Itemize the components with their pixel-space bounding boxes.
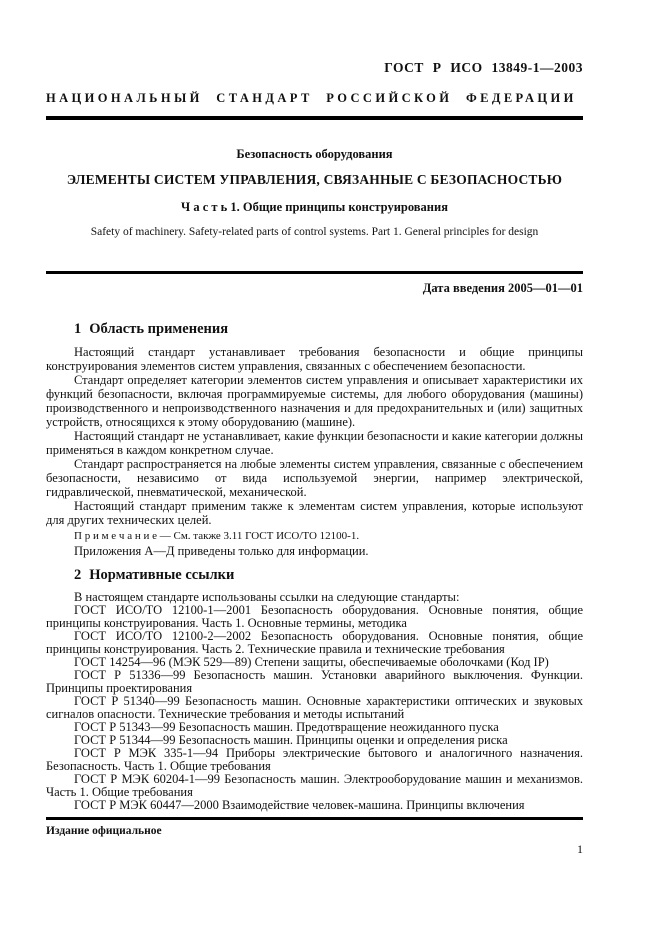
document-part-title: Ч а с т ь 1. Общие принципы конструирования <box>181 200 448 214</box>
section-1-title: Область применения <box>89 321 229 337</box>
title-divider-rule <box>46 271 583 274</box>
reference-entry: ГОСТ 14254—96 (МЭК 529—89) Степени защиты, обеспечиваемые оболочками (Код IP) <box>74 655 549 669</box>
document-title-english: Safety of machinery. Safety-related parts of control systems. Part 1. General principles for design <box>90 226 539 238</box>
paragraph: Стандарт распространяется на любые элементы систем управления, связанные с обеспечением безопасности, независимо от вида используемой энергии, например электрической, гидравлической, пневматической, механической. <box>46 457 583 499</box>
standard-designation: НАЦИОНАЛЬНЫЙ СТАНДАРТ РОССИЙСКОЙ ФЕДЕРАЦИИ <box>46 91 577 105</box>
section-2-body <box>46 591 583 812</box>
document-code: ГОСТ Р ИСО 13849-1—2003 <box>384 60 583 75</box>
footer-rule <box>46 817 583 820</box>
paragraph: В настоящем стандарте использованы ссылки на следующие стандарты: <box>74 590 460 604</box>
reference-entry: ГОСТ Р МЭК 60447—2000 Взаимодействие человек-машина. Принципы включения <box>74 798 525 812</box>
reference-entry: ГОСТ Р 51343—99 Безопасность машин. Предотвращение неожиданного пуска <box>74 720 499 734</box>
edition-note: Издание официальное <box>46 825 162 837</box>
section-1-heading <box>46 320 583 338</box>
reference-entry: ГОСТ Р МЭК 60204-1—99 Безопасность машин. Электрооборудование машин и механизмов. Часть 1. Общие требования <box>46 772 583 799</box>
paragraph: Настоящий стандарт применим также к элементам систем управления, которые используют для других технических целей. <box>46 499 583 527</box>
document-title: ЭЛЕМЕНТЫ СИСТЕМ УПРАВЛЕНИЯ, СВЯЗАННЫЕ С БЕЗОПАСНОСТЬЮ <box>66 172 563 187</box>
paragraph: Настоящий стандарт устанавливает требования безопасности и общие принципы конструирования элементов систем управления, связанных с обеспечением безопасности. <box>46 345 583 373</box>
reference-entry: ГОСТ Р МЭК 335-1—94 Приборы электрические бытового и аналогичного назначения. Безопасность. Часть 1. Общие требования <box>46 746 583 773</box>
paragraph: Стандарт определяет категории элементов систем управления и описывает характеристики их функций безопасности, включая программируемые системы, для любого оборудования (машины) производственного и непроизводственного назначения и для предохранительных и (или) защитных устройств, относящихся к этому оборудованию (машине). <box>46 373 583 429</box>
paragraph: Приложения А—Д приведены только для информации. <box>74 544 369 558</box>
page-number: 1 <box>577 842 583 856</box>
reference-entry: ГОСТ ИСО/ТО 12100-1—2001 Безопасность оборудования. Основные понятия, общие принципы конструирования. Часть 1. Основные термины, методика <box>46 603 583 630</box>
section-2-number: 2 <box>74 567 82 583</box>
paragraph: Настоящий стандарт не устанавливает, какие функции безопасности и какие категории должны применяться в каждом конкретном случае. <box>46 429 583 457</box>
section-1-body <box>46 345 583 558</box>
reference-entry: ГОСТ ИСО/ТО 12100-2—2002 Безопасность оборудования. Основные понятия, общие принципы конструирования. Часть 2. Технические правила и технические требования <box>46 629 583 656</box>
reference-entry: ГОСТ Р 51336—99 Безопасность машин. Установки аварийного выключения. Функции. Принципы проектирования <box>46 668 583 695</box>
page-footer <box>46 817 583 856</box>
section-2-title: Нормативные ссылки <box>89 567 235 583</box>
effective-date: Дата введения 2005—01—01 <box>422 281 583 295</box>
reference-entry: ГОСТ Р 51340—99 Безопасность машин. Основные характеристики оптических и звуковых сигналов опасности. Технические требования и методы испытаний <box>46 694 583 721</box>
section-note: П р и м е ч а н и е — См. также 3.11 ГОСТ ИСО/ТО 12100-1. <box>74 530 360 542</box>
section-1-number: 1 <box>74 321 82 337</box>
reference-entry: ГОСТ Р 51344—99 Безопасность машин. Принципы оценки и определения риска <box>74 733 508 747</box>
header-rule <box>46 116 583 120</box>
section-2-heading <box>46 566 583 584</box>
document-subject: Безопасность оборудования <box>236 147 393 161</box>
